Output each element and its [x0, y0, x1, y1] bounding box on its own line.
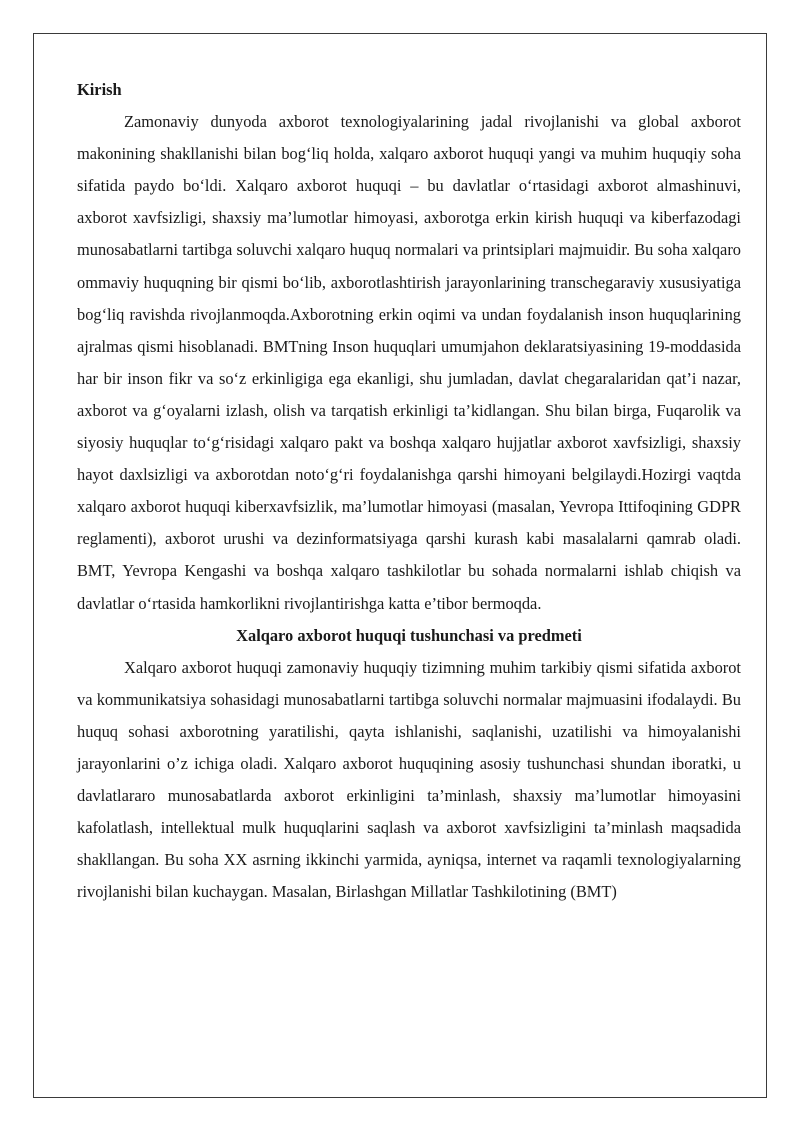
document-body: [77, 74, 741, 908]
intro-paragraph: Zamonaviy dunyoda axborot texnologiyalarining jadal rivojlanishi va global axborot makonining shakllanishi bilan bog‘liq holda, xalqaro axborot huquqi yangi va muhim huquqiy soha sifatida paydo bo‘ldi. Xalqaro axborot huquqi – bu davlatlar o‘rtasidagi axborot almashinuvi, axborot xavfsizligi, shaxsiy ma’lumotlar himoyasi, axborotga erkin kirish huquqi va kiberfazodagi munosabatlarni tartibga soluvchi xalqaro huquq normalari va printsiplari majmuidir. Bu soha xalqaro ommaviy huquqning bir qismi bo‘lib, axborotlashtirish jarayonlarining transchegaraviy xususiyatiga bog‘liq ravishda rivojlanmoqda.Axborotning erkin oqimi va undan foydalanish inson huquqlarining ajralmas qismi hisoblanadi. BMTning Inson huquqlari umumjahon deklaratsiyasining 19-moddasida har bir inson fikr va so‘z erkinligiga ega ekanligi, shu jumladan, davlat chegaralaridan qat’i nazar, axborot va g‘oyalarni izlash, olish va tarqatish erkinligi ta’kidlangan. Shu bilan birga, Fuqarolik va siyosiy huquqlar to‘g‘risidagi xalqaro pakt va boshqa xalqaro hujjatlar axborot xavfsizligi, shaxsiy hayot daxlsizligi va axborotdan noto‘g‘ri foydalanishga qarshi himoyani belgilaydi.Hozirgi vaqtda xalqaro axborot huquqi kiberxavfsizlik, ma’lumotlar himoyasi (masalan, Yevropa Ittifoqining GDPR reglamenti), axborot urushi va dezinformatsiyaga qarshi kurash kabi masalalarni qamrab oladi. BMT, Yevropa Kengashi va boshqa xalqaro tashkilotlar bu sohada normalarni ishlab chiqish va davlatlar o‘rtasida hamkorlikni rivojlantirishga katta e’tibor bermoqda.: [77, 112, 741, 613]
section-heading: Xalqaro axborot huquqi tushunchasi va predmeti: [236, 625, 582, 645]
section-paragraph: Xalqaro axborot huquqi zamonaviy huquqiy tizimning muhim tarkibiy qismi sifatida axborot va kommunikatsiya sohasidagi munosabatlarni tartibga soluvchi normalar majmuasini ifodalaydi. Bu huquq sohasi axborotning yaratilishi, qayta ishlanishi, saqlanishi, uzatilishi va himoyalanishi jarayonlarini o’z ichiga oladi. Xalqaro axborot huquqining asosiy tushunchasi shundan iboratki, u davlatlararo munosabatlarda axborot erkinligini ta’minlash, shaxsiy ma’lumotlar himoyasini kafolatlash, intellektual mulk huquqlarini saqlash va axborot xavfsizligini ta’minlash maqsadida shakllangan. Bu soha XX asrning ikkinchi yarmida, ayniqsa, internet va raqamli texnologiyalarning rivojlanishi bilan kuchaygan. Masalan, Birlashgan Millatlar Tashkilotining (BMT): [77, 657, 741, 902]
intro-heading: Kirish: [77, 80, 122, 99]
